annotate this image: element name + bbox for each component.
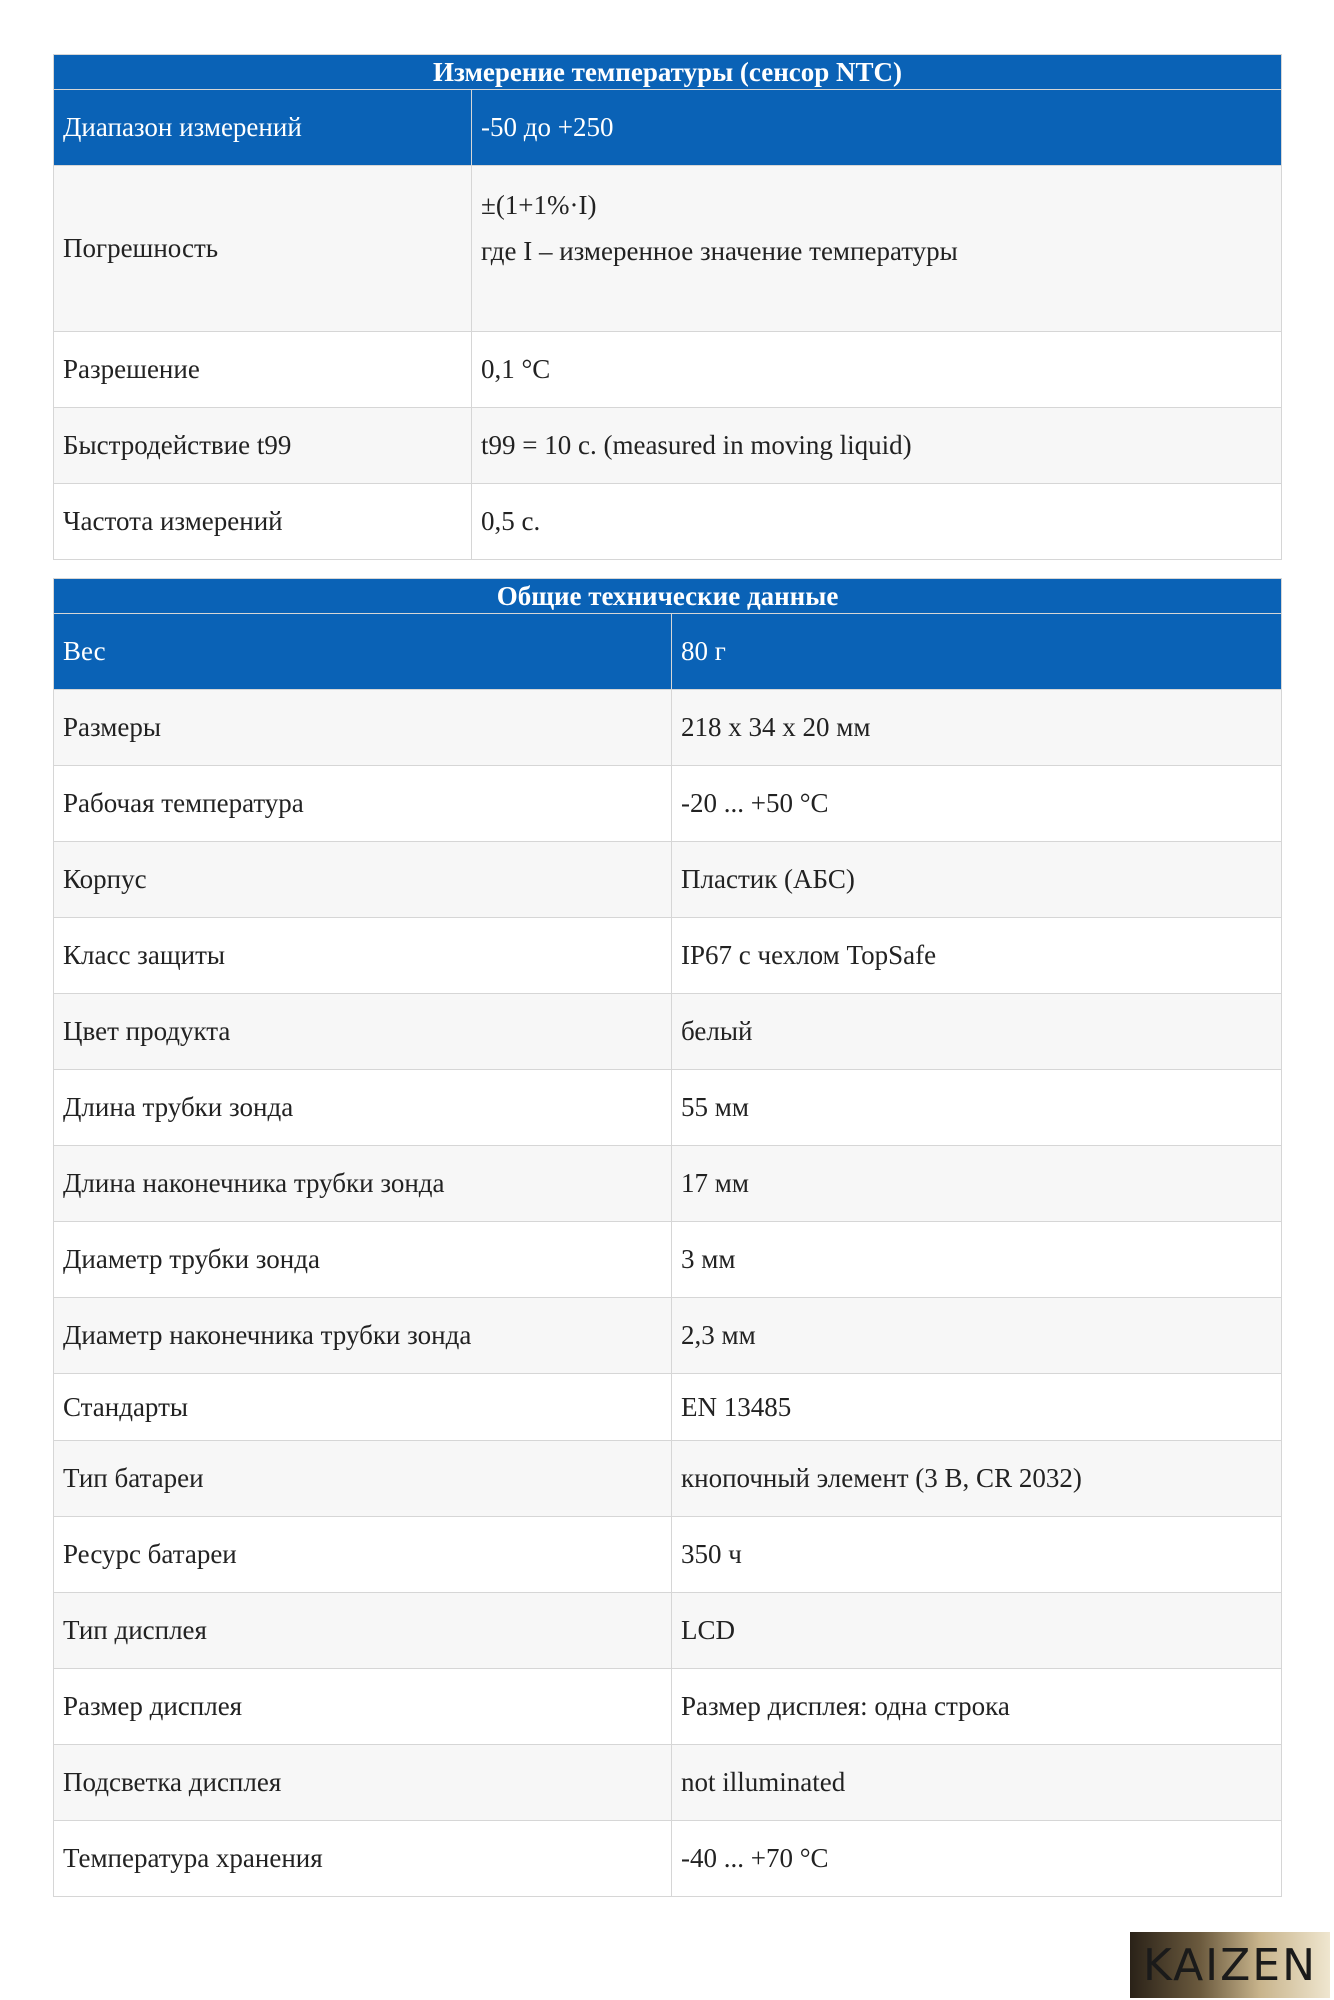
row-value: 17 мм	[672, 1146, 1282, 1222]
row-label: Тип батареи	[54, 1441, 672, 1517]
temperature-table-title: Измерение температуры (сенсор NTC)	[54, 55, 1282, 90]
table-row	[54, 484, 1282, 560]
row-value: t99 = 10 с. (measured in moving liquid)	[472, 408, 1282, 484]
table-row	[54, 842, 1282, 918]
row-label: Быстродействие t99	[54, 408, 472, 484]
table-row	[54, 1821, 1282, 1897]
row-value: белый	[672, 994, 1282, 1070]
accuracy-note: где I – измеренное значение температуры	[481, 236, 958, 266]
table-row	[54, 1298, 1282, 1374]
row-label: Диаметр трубки зонда	[54, 1222, 672, 1298]
row-label: Температура хранения	[54, 1821, 672, 1897]
row-value: -50 до +250	[472, 90, 1282, 166]
row-label: Длина трубки зонда	[54, 1070, 672, 1146]
table-row	[54, 1441, 1282, 1517]
row-value: LCD	[672, 1593, 1282, 1669]
row-label: Разрешение	[54, 332, 472, 408]
row-label: Диапазон измерений	[54, 90, 472, 166]
row-value: 3 мм	[672, 1222, 1282, 1298]
logo-text: KAIZEN	[1142, 1939, 1317, 1991]
row-value: -40 ... +70 °C	[672, 1821, 1282, 1897]
row-label: Вес	[54, 614, 672, 690]
table-row	[54, 690, 1282, 766]
row-value: 350 ч	[672, 1517, 1282, 1593]
row-label: Корпус	[54, 842, 672, 918]
row-label: Рабочая температура	[54, 766, 672, 842]
row-value: 55 мм	[672, 1070, 1282, 1146]
table-row	[54, 1517, 1282, 1593]
row-label: Класс защиты	[54, 918, 672, 994]
row-value: кнопочный элемент (3 В, CR 2032)	[672, 1441, 1282, 1517]
row-value	[472, 166, 1282, 332]
table-row	[54, 408, 1282, 484]
row-label: Длина наконечника трубки зонда	[54, 1146, 672, 1222]
table-row	[54, 1593, 1282, 1669]
general-spec-table	[53, 578, 1282, 1897]
row-value: Размер дисплея: одна строка	[672, 1669, 1282, 1745]
row-label: Ресурс батареи	[54, 1517, 672, 1593]
kaizen-logo	[1130, 1932, 1330, 1998]
table-row	[54, 1669, 1282, 1745]
row-value: EN 13485	[672, 1374, 1282, 1441]
table-row	[54, 1222, 1282, 1298]
row-value: 0,5 с.	[472, 484, 1282, 560]
general-table-title: Общие технические данные	[54, 579, 1282, 614]
temperature-spec-table	[53, 54, 1282, 560]
row-value: 80 г	[672, 614, 1282, 690]
row-label: Размер дисплея	[54, 1669, 672, 1745]
row-value: 218 x 34 x 20 мм	[672, 690, 1282, 766]
table-row	[54, 1070, 1282, 1146]
table-row	[54, 1745, 1282, 1821]
accuracy-formula: ±(1+1%·I)	[481, 190, 597, 220]
table-row	[54, 166, 1282, 332]
row-value: 0,1 °C	[472, 332, 1282, 408]
table-row	[54, 1146, 1282, 1222]
row-label: Размеры	[54, 690, 672, 766]
row-label: Тип дисплея	[54, 1593, 672, 1669]
row-label: Частота измерений	[54, 484, 472, 560]
row-value: not illuminated	[672, 1745, 1282, 1821]
row-value: IP67 с чехлом TopSafe	[672, 918, 1282, 994]
row-value: -20 ... +50 °C	[672, 766, 1282, 842]
row-value: Пластик (АБС)	[672, 842, 1282, 918]
table-row	[54, 332, 1282, 408]
table-row	[54, 614, 1282, 690]
row-label: Погрешность	[54, 166, 472, 332]
row-label: Цвет продукта	[54, 994, 672, 1070]
table-row	[54, 1374, 1282, 1441]
row-label: Подсветка дисплея	[54, 1745, 672, 1821]
table-row	[54, 90, 1282, 166]
table-row	[54, 994, 1282, 1070]
row-label: Стандарты	[54, 1374, 672, 1441]
row-value: 2,3 мм	[672, 1298, 1282, 1374]
row-label: Диаметр наконечника трубки зонда	[54, 1298, 672, 1374]
table-row	[54, 766, 1282, 842]
table-row	[54, 918, 1282, 994]
